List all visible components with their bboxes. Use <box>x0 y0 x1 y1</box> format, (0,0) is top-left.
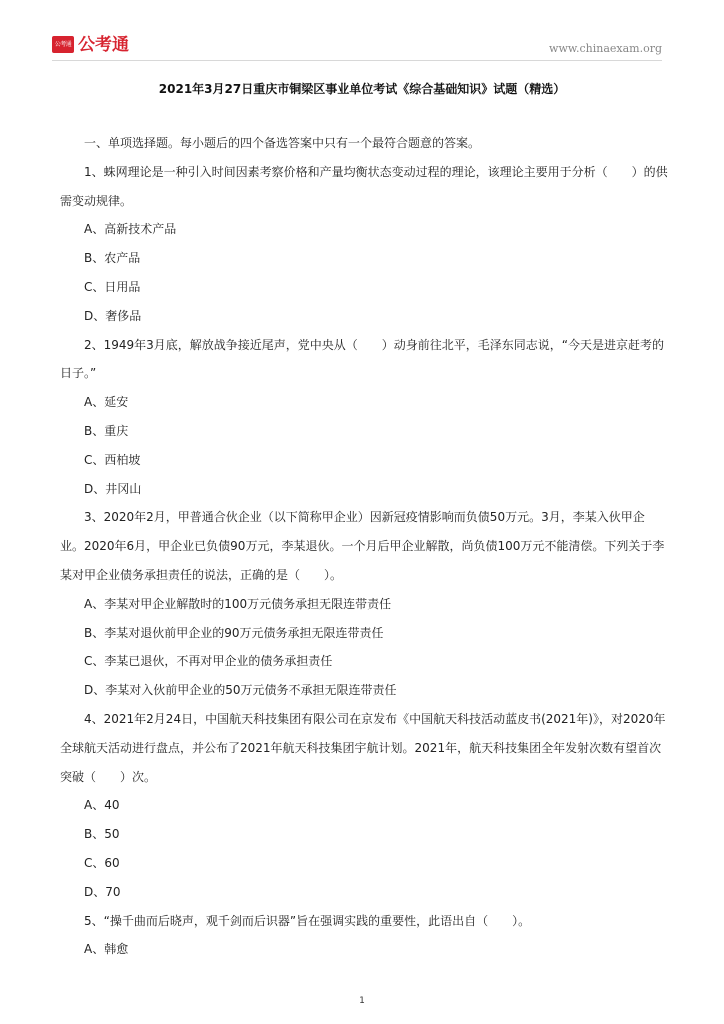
document-title: 2021年3月27日重庆市铜梁区事业单位考试《综合基础知识》试题（精选） <box>158 82 566 96</box>
option: A、40 <box>84 798 120 813</box>
question-stem: 2、1949年3月底，解放战争接近尾声，党中央从（ ）动身前往北平，毛泽东同志说，“今天是进京赶考的日子。” <box>60 337 665 381</box>
question-stem: 5、“操千曲而后晓声，观千剑而后识器”旨在强调实践的重要性，此语出自（ ）。 <box>84 913 531 928</box>
logo-text: 公考通 <box>78 35 129 55</box>
option: B、李某对退伙前甲企业的90万元债务承担无限连带责任 <box>84 625 384 640</box>
question-stem: 1、蛛网理论是一种引入时间因素考察价格和产量均衡状态变动过程的理论，该理论主要用于分析（ ）的供需变动规律。 <box>60 164 668 208</box>
question-stem: 3、2020年2月，甲普通合伙企业（以下简称甲企业）因新冠疫情影响而负债50万元。3月，李某入伙甲企业。2020年6月，甲企业已负债90万元，李某退伙。一个月后甲企业解散，尚负债100万元不能清偿。下列关于李某对甲企业债务承担责任的说法，正确的是（ ）。 <box>60 510 665 582</box>
option: A、韩愈 <box>84 942 129 957</box>
option: C、日用品 <box>84 279 141 294</box>
option: A、延安 <box>84 395 129 410</box>
option: D、李某对入伙前甲企业的50万元债务不承担无限连带责任 <box>84 683 397 698</box>
header-divider <box>52 60 662 61</box>
question-stem: 4、2021年2月24日，中国航天科技集团有限公司在京发布《中国航天科技活动蓝皮书(2021年)》，对2020年全球航天活动进行盘点，并公布了2021年航天科技集团宇航计划。2021年，航天科技集团全年发射次数有望首次突破（ ）次。 <box>60 711 666 784</box>
logo-badge <box>52 36 74 53</box>
option: C、西柏坡 <box>84 452 141 467</box>
option: A、李某对甲企业解散时的100万元债务承担无限连带责任 <box>84 596 392 611</box>
option: B、农产品 <box>84 251 141 266</box>
option: C、60 <box>84 855 120 870</box>
document-body <box>60 129 668 964</box>
option: D、奢侈品 <box>84 308 142 323</box>
site-url: www.chinaexam.org <box>549 42 662 55</box>
option: C、李某已退伙，不再对甲企业的债务承担责任 <box>84 654 333 669</box>
option: D、井冈山 <box>84 481 142 496</box>
option: D、70 <box>84 884 121 899</box>
logo-badge-text: 公考通 <box>54 41 72 48</box>
option: A、高新技术产品 <box>84 222 177 237</box>
section-heading: 一、单项选择题。每小题后的四个备选答案中只有一个最符合题意的答案。 <box>84 136 481 150</box>
page-number: 1 <box>359 996 365 1006</box>
page-header <box>52 32 662 60</box>
option: B、重庆 <box>84 423 129 438</box>
option: B、50 <box>84 827 120 842</box>
